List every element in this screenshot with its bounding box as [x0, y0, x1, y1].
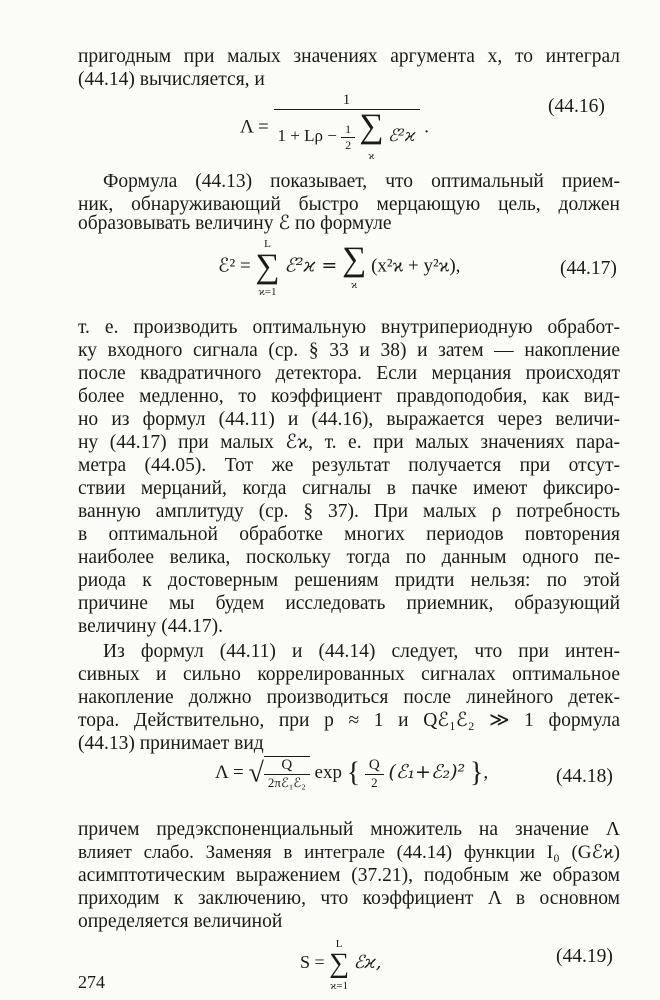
brace-open: { — [346, 757, 361, 789]
text-line: приходим к заключению, что коэффициент Λ в основном — [78, 888, 620, 909]
eq-radicand — [264, 756, 310, 791]
eq-denominator — [274, 110, 420, 164]
eq-tail: , — [483, 761, 489, 783]
sigma-symbol: ∑ — [359, 108, 384, 145]
eq-sum-sub: ϰ — [368, 150, 375, 162]
eq-inner: (ℰ₁+ℰ₂)² — [388, 760, 466, 783]
text-line: после квадратичного детектора. Если мерцания происходят — [78, 363, 620, 384]
eq-sum — [255, 236, 279, 298]
eq-half-num: 1 — [341, 122, 355, 138]
eq-lhs: ℰ² = — [218, 255, 251, 277]
text-line: но из формул (44.11) и (44.16), выражается через величи- — [78, 409, 620, 430]
text-line: асимптотическим выражением (37.21), подобным же образом — [78, 865, 620, 886]
eq-rad-den: 2πℰ₁ℰ₂ — [267, 775, 306, 790]
equation-44-19-display — [300, 936, 381, 992]
eq-lhs: Λ = — [240, 116, 269, 138]
text-line: в оптимальной обработке многих периодов повторения — [78, 524, 620, 545]
equation-number: (44.19) — [556, 946, 613, 967]
eq-lhs: S = — [300, 952, 325, 973]
eq-sum — [329, 936, 349, 992]
eq-q-den: 2 — [371, 774, 378, 790]
equation-number: (44.17) — [560, 258, 617, 279]
eq-sum-sub: ϰ=1 — [258, 286, 277, 298]
text-line: риода к достоверным решениям придти нельзя: по этой — [78, 570, 620, 591]
eq-sum-top: L — [264, 238, 271, 250]
text-line: сивных и сильно коррелированных сигналах оптимальное — [78, 664, 620, 685]
text-line: величину (44.17). — [78, 616, 223, 637]
eq-half — [341, 122, 355, 153]
sigma-symbol: ∑ — [255, 248, 280, 285]
eq-half-den: 2 — [345, 137, 352, 152]
eq-sum-sub: ϰ — [351, 279, 358, 291]
equation-44-16 — [240, 92, 429, 164]
equation-number: (44.18) — [556, 766, 613, 787]
eq-q-num: Q — [365, 757, 384, 775]
text-line: (44.14) вычисляется, и — [78, 69, 265, 90]
text-line: пригодным при малых значениях аргумента x, то интеграл — [78, 46, 620, 67]
text-line: ку входного сигнала (ср. § 33 и 38) и затем — накопление — [78, 340, 620, 361]
text-line: ванную амплитуду (ср. § 37). При малых ρ потребность — [78, 501, 620, 522]
eq-fraction — [274, 92, 420, 164]
text-line: накопление должно производиться после линейного детек- — [78, 687, 620, 708]
eq-term: ℰ²ϰ = — [284, 254, 338, 277]
eq-term: ℰ²ϰ — [387, 125, 416, 146]
eq-sum-sub: ϰ=1 — [330, 980, 349, 992]
text-line: определяется величиной — [78, 911, 283, 932]
text-line: ствии мерцаний, когда сигналы в пачке имеют фиксиро- — [78, 478, 620, 499]
equation-number: (44.16) — [548, 96, 605, 117]
eq-qfrac — [365, 757, 384, 791]
equation-44-17 — [218, 236, 460, 298]
text-line: Из формул (44.11) и (44.14) следует, что при интен- — [103, 641, 620, 662]
sqrt-symbol: √ — [248, 757, 264, 789]
text-line: ну (44.17) при малых ℰϰ, т. е. при малых значениях пара- — [78, 432, 620, 453]
text-line: Формула (44.13) показывает, что оптимальный прием- — [103, 171, 620, 192]
eq-rad-num: Q — [264, 757, 310, 775]
eq-term: (x²ϰ + y²ϰ), — [371, 255, 461, 277]
eq-sum — [342, 243, 366, 291]
text-line: более медленно, то коэффициент правдоподобия, как вид- — [78, 386, 620, 407]
eq-tail: . — [424, 116, 430, 138]
text-line: метра (44.05). Тот же результат получается при отсут- — [78, 455, 620, 476]
text-line: тора. Действительно, при p ≈ 1 и Qℰ₁ℰ₂ ≫ 1 формула — [78, 710, 620, 731]
text-line: причине мы будем исследовать приемник, образующий — [78, 593, 620, 614]
eq-lhs: Λ = — [215, 761, 244, 783]
eq-sum — [359, 110, 383, 164]
text-line: ник, обнаруживающий быстро мерцающую цель, должен — [78, 194, 620, 215]
eq-numerator: 1 — [274, 92, 420, 110]
text-line: т. е. производить оптимальную внутрипериодную обработ- — [78, 317, 620, 338]
text-line: наиболее велика, поскольку тогда по данным одного пе- — [78, 547, 620, 568]
eq-sum-top: L — [335, 938, 343, 950]
text-line: причем предэкспоненциальный множитель на значение Λ — [78, 819, 620, 840]
text-line: влияет слабо. Заменяя в интеграле (44.14) функции I₀ (Gℰϰ) — [78, 842, 620, 863]
eq-den-a: 1 + Lρ − — [277, 125, 337, 145]
sigma-symbol: ∑ — [329, 948, 350, 979]
equation-44-18 — [215, 756, 488, 791]
sigma-symbol: ∑ — [342, 241, 367, 278]
brace-close: } — [469, 757, 484, 789]
eq-exp: exp — [314, 761, 342, 783]
eq-term: ℰϰ, — [353, 952, 382, 974]
text-line: (44.13) принимает вид — [78, 733, 264, 754]
text-line: образовывать величину ℰ по формуле — [78, 213, 392, 234]
page-number: 274 — [78, 972, 105, 992]
